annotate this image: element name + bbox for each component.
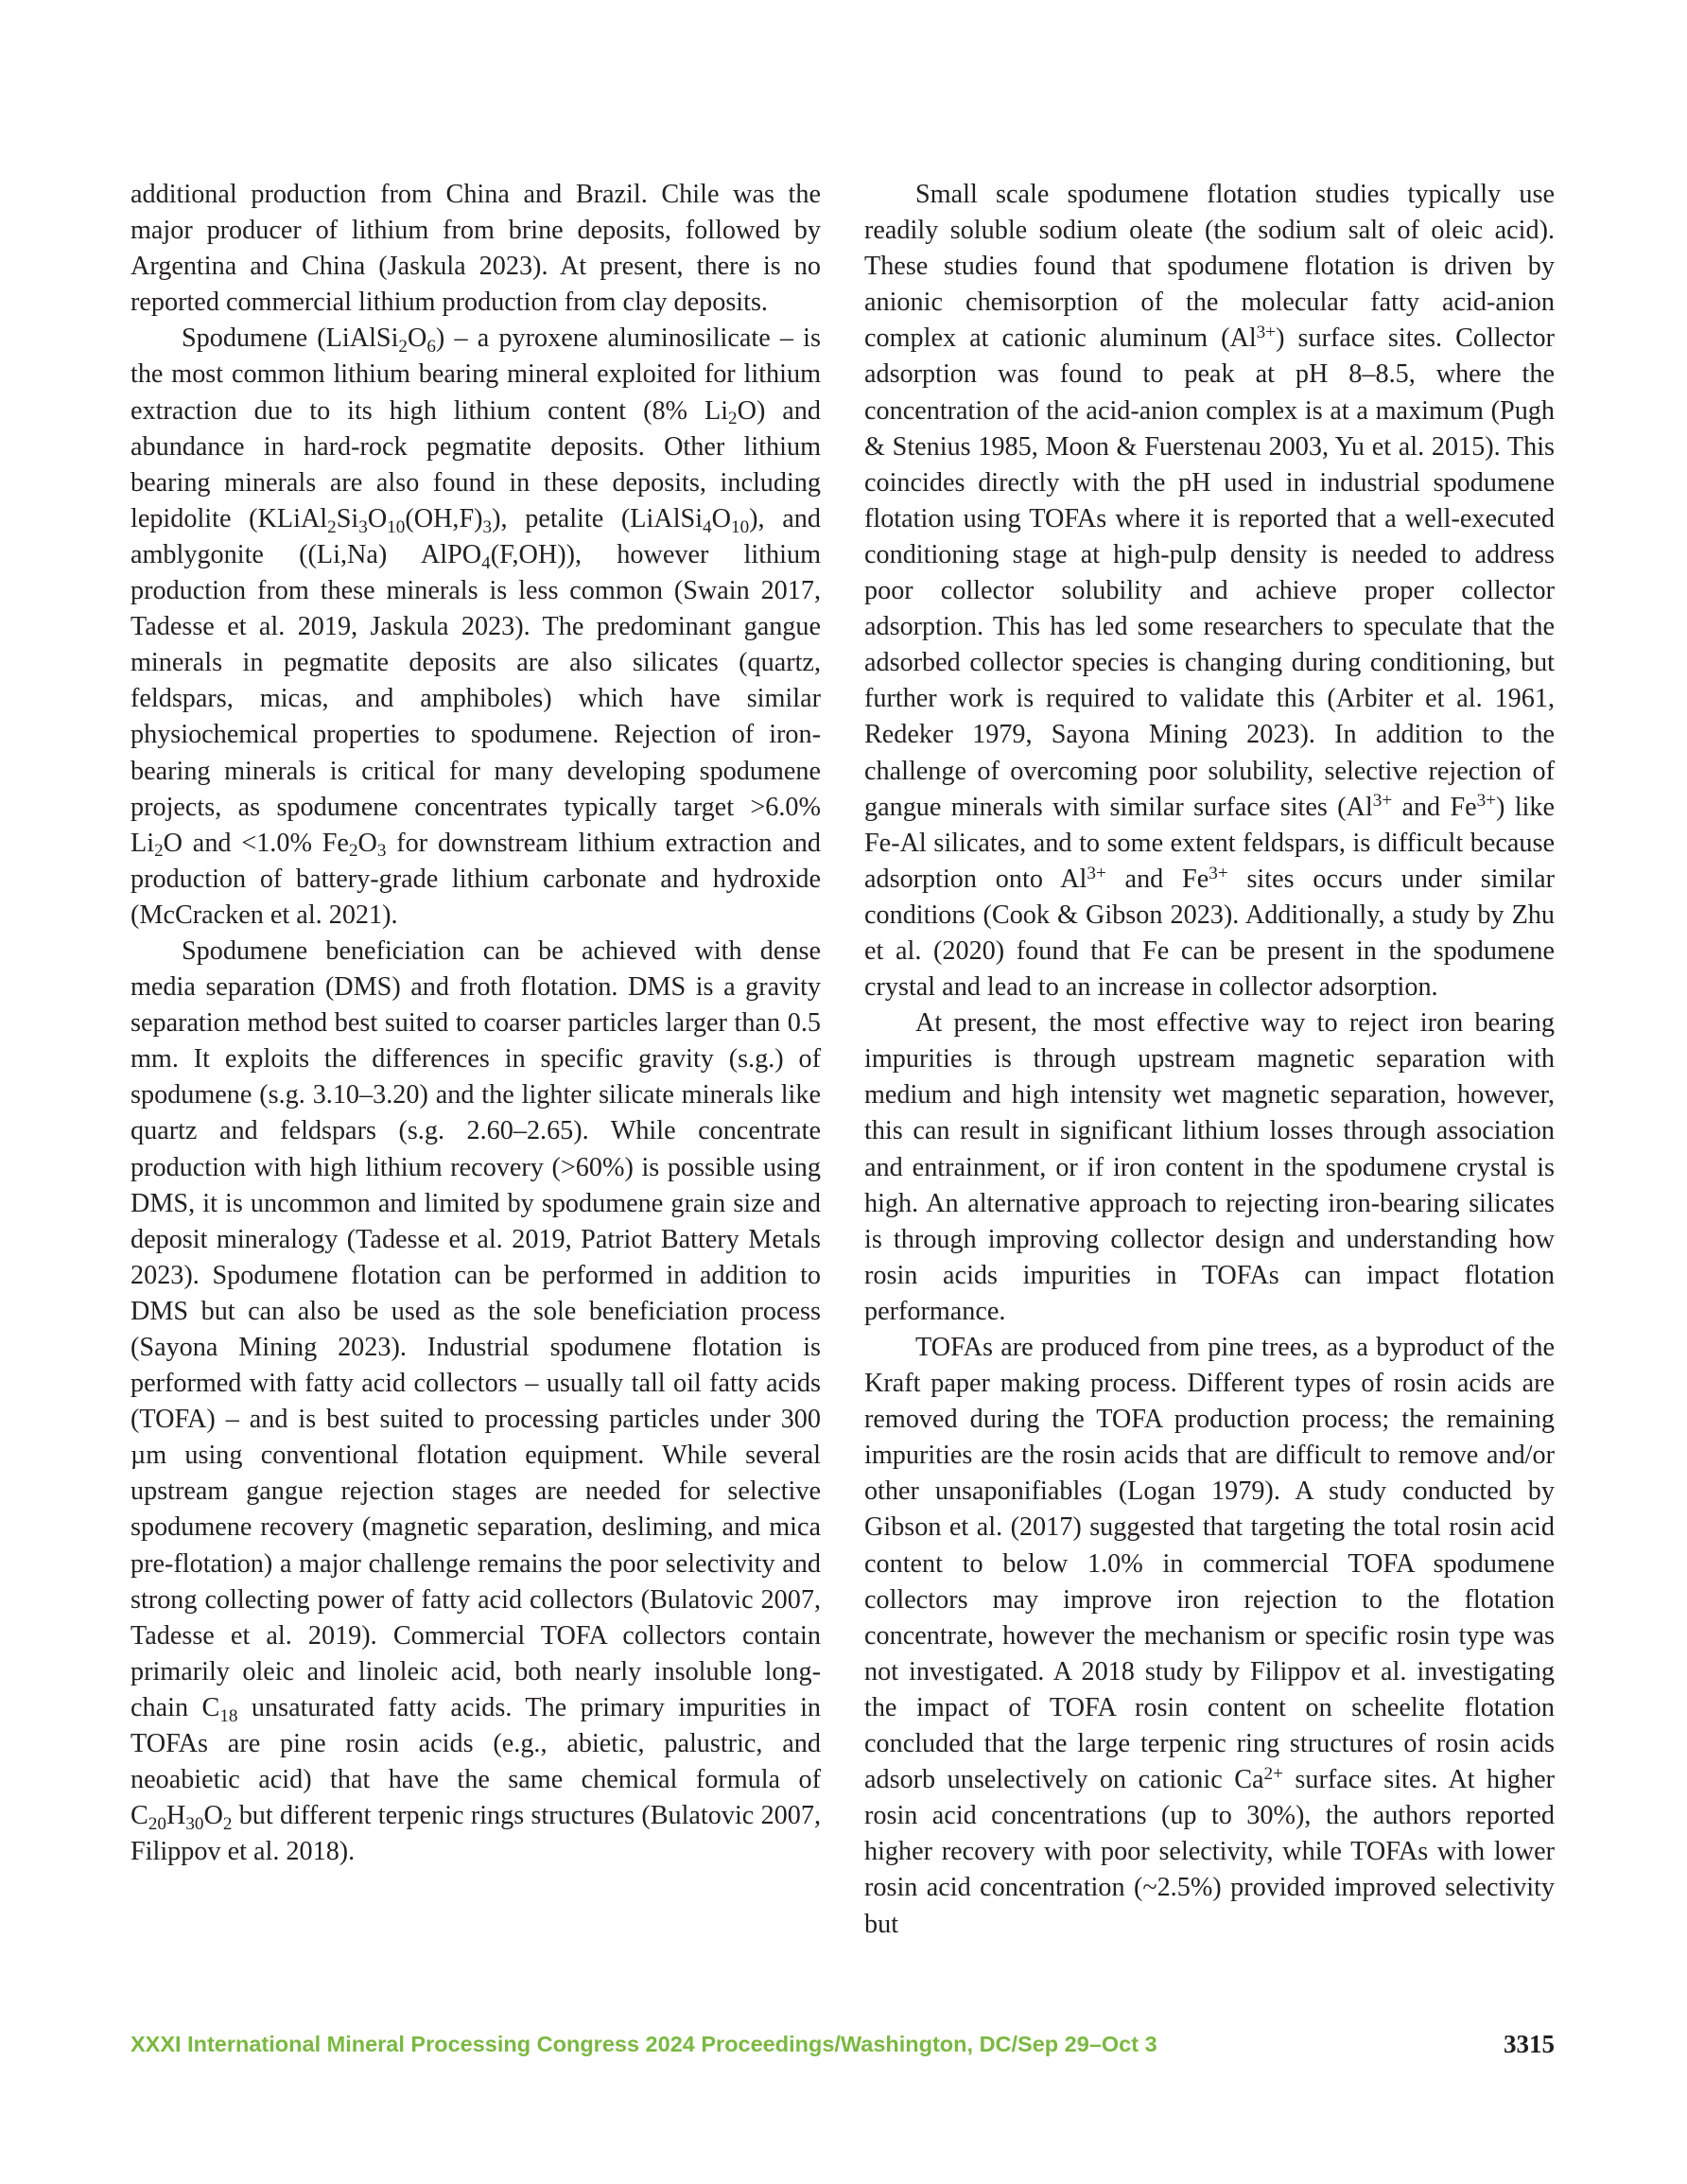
body-paragraph: At present, the most effective way to reject iron bearing impurities is through upstream magnetic separation with medium and high intensity wet magnetic separation, however, this can result in significant lithium losses through association and entrainment, or if iron content in the spodumene crystal is high. An alternative approach to rejecting iron-bearing silicates is through improving collector design and understanding how rosin acids impurities in TOFAs can impact flotation performance.	[864, 1008, 1555, 1326]
right-text-column	[864, 177, 1555, 1943]
proceedings-title: XXXI International Mineral Processing Congress 2024 Proceedings/Washington, DC/Sep 29–Oct 3	[130, 2032, 1157, 2056]
left-text-column	[130, 177, 821, 1870]
body-paragraph: TOFAs are produced from pine trees, as a byproduct of the Kraft paper making process. Different types of rosin acids are removed during the TOFA production process; the remaining impurities are the rosin acids that are difficult to remove and/or other unsaponifiables (Logan 1979). A study conducted by Gibson et al. (2017) suggested that targeting the total rosin acid content to below 1.0% in commercial TOFA spodumene collectors may improve iron rejection to the flotation concentrate, however the mechanism or specific rosin type was not investigated. A 2018 study by Filippov et al. investigating the impact of TOFA rosin content on scheelite flotation concluded that the large terpenic ring structures of rosin acids adsorb unselectively on cationic $Ca^{2+}$ surface sites. At higher rosin acid concentrations (up to 30%), the authors reported higher recovery with poor selectivity, while TOFAs with lower rosin acid concentration (~2.5%) provided improved selectivity but	[864, 1333, 1556, 1939]
body-paragraph: additional production from China and Brazil. Chile was the major producer of lithium from brine deposits, followed by Argentina and China (Jaskula 2023). At present, there is no reported commercial lithium production from clay deposits.	[130, 180, 821, 318]
body-paragraph: Spodumene $(LiAlSi_2O_6)$ – a pyroxene aluminosilicate – is the most common lithium bearing mineral exploited for lithium extraction due to its high lithium content (8% $Li_2O$) and abundance in hard-rock pegmatite deposits. Other lithium bearing minerals are also found in these deposits, including lepidolite $(KLiAl_2Si_3O_{10}(OH,F)_3)$, petalite $(LiAlSi_4O_{10})$, and amblygonite ((Li,Na) AlPO$_4$(F,OH)), however lithium production from these minerals is less common (Swain 2017, Tadesse et al. 2019, Jaskula 2023). The predominant gangue minerals in pegmatite deposits are also silicates (quartz, feldspars, micas, and amphiboles) which have similar physiochemical properties to spodumene. Rejection of iron-bearing minerals is critical for many developing spodumene projects, as spodumene concentrates typically target >6.0% $Li_2O$ and <1.0% $Fe_2O_3$ for downstream lithium extraction and production of battery-grade lithium carbonate and hydroxide (McCracken et al. 2021).	[130, 323, 821, 930]
page-number: 3315	[1504, 2030, 1555, 2058]
body-paragraph: Spodumene beneficiation can be achieved with dense media separation (DMS) and froth flotation. DMS is a gravity separation method best suited to coarser particles larger than 0.5 mm. It exploits the differences in specific gravity (s.g.) of spodumene (s.g. 3.10–3.20) and the lighter silicate minerals like quartz and feldspars (s.g. 2.60–2.65). While concentrate production with high lithium recovery (>60%) is possible using DMS, it is uncommon and limited by spodumene grain size and deposit mineralogy (Tadesse et al. 2019, Patriot Battery Metals 2023). Spodumene flotation can be performed in addition to DMS but can also be used as the sole beneficiation process (Sayona Mining 2023). Industrial spodumene flotation is performed with fatty acid collectors – usually tall oil fatty acids (TOFA) – and is best suited to processing particles under 300 µm using conventional flotation equipment. While several upstream gangue rejection stages are needed for selective spodumene recovery (magnetic separation, desliming, and mica pre-flotation) a major challenge remains the poor selectivity and strong collecting power of fatty acid collectors (Bulatovic 2007, Tadesse et al. 2019). Commercial TOFA collectors contain primarily oleic and linoleic acid, both nearly insoluble long-chain $C_{18}$ unsaturated fatty acids. The primary impurities in TOFAs are pine rosin acids (e.g., abietic, palustric, and neoabietic acid) that have the same chemical formula of $C_{20}H_{30}O_2$ but different terpenic rings structures (Bulatovic 2007, Filippov et al. 2018).	[130, 935, 821, 1867]
body-paragraph: Small scale spodumene flotation studies typically use readily soluble sodium oleate (the sodium salt of oleic acid). These studies found that spodumene flotation is driven by anionic chemisorption of the molecular fatty acid-anion complex at cationic aluminum $(Al^{3+})$ surface sites. Collector adsorption was found to peak at pH 8–8.5, where the concentration of the acid-anion complex is at a maximum (Pugh & Stenius 1985, Moon & Fuerstenau 2003, Yu et al. 2015). This coincides directly with the pH used in industrial spodumene flotation using TOFAs where it is reported that a well-executed conditioning stage at high-pulp density is needed to address poor collector solubility and achieve proper collector adsorption. This has led some researchers to speculate that the adsorbed collector species is changing during conditioning, but further work is required to validate this (Arbiter et al. 1961, Redeker 1979, Sayona Mining 2023). In addition to the challenge of overcoming poor solubility, selective rejection of gangue minerals with similar surface sites ($Al^{3+}$ and $Fe^{3+}$) like Fe-Al silicates, and to some extent feldspars, is difficult because adsorption onto $Al^{3+}$ and $Fe^{3+}$ sites occurs under similar conditions (Cook & Gibson 2023). Additionally, a study by Zhu et al. (2020) found that Fe can be present in the spodumene crystal and lead to an increase in collector adsorption.	[864, 180, 1555, 1003]
page-footer	[130, 2032, 1555, 2070]
